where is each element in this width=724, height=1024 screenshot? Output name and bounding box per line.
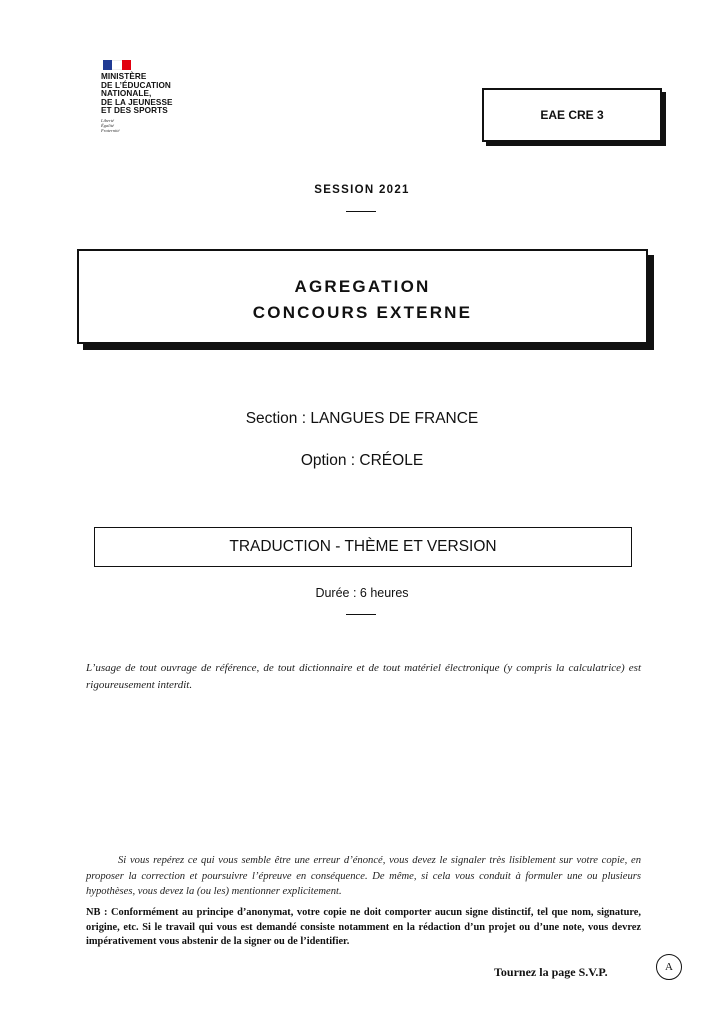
duration-label: Durée : 6 heures [315, 586, 409, 600]
usage-notice: L’usage de tout ouvrage de référence, de tout dictionnaire et de tout matériel électronique (y compris la calculatrice) est rigoureusement interdit. [86, 662, 641, 691]
republic-motto: Liberté Égalité Fraternité [101, 117, 120, 133]
section-label: Section : LANGUES DE FRANCE [245, 410, 479, 427]
ministry-name: MINISTÈRE DE L’ÉDUCATION NATIONALE, DE LA JEUNESSE ET DES SPORTS [101, 72, 173, 116]
epreuve-title: TRADUCTION - THÈME ET VERSION [229, 538, 497, 555]
subject-letter-badge: A [656, 954, 682, 980]
exam-code: EAE CRE 3 [540, 108, 604, 122]
title-line-1: AGREGATION [294, 277, 431, 296]
title-line-2: CONCOURS EXTERNE [252, 303, 473, 322]
divider [346, 614, 376, 615]
turn-page-label: Tournez la page S.V.P. [494, 965, 608, 979]
error-notice: Si vous repérez ce qui vous semble être une erreur d’énoncé, vous devez le signaler très lisiblement sur votre copie, en proposer la correction et poursuivre l’épreuve en conséquence. De même, si cela vous conduit à formuler une ou plusieurs hypothèses, vous devez la (ou les) mentionner explicitement. [86, 855, 641, 897]
ministry-logo [101, 60, 221, 133]
epreuve-box [94, 527, 632, 567]
exam-code-box [482, 88, 662, 142]
anonymity-notice: NB : Conformément au principe d’anonymat, votre copie ne doit comporter aucun signe distinctif, tel que nom, signature, origine, etc. Si le travail qui vous est demandé consiste notamment en la rédaction d’un projet ou d’une note, vous devrez impérativement vous abstenir de la signer ou de l’identifier. [86, 907, 641, 947]
divider [346, 211, 376, 212]
option-label: Option : CRÉOLE [300, 452, 424, 469]
title-box [77, 249, 648, 344]
french-flag-icon [103, 60, 131, 70]
session-label: SESSION 2021 [314, 184, 410, 196]
